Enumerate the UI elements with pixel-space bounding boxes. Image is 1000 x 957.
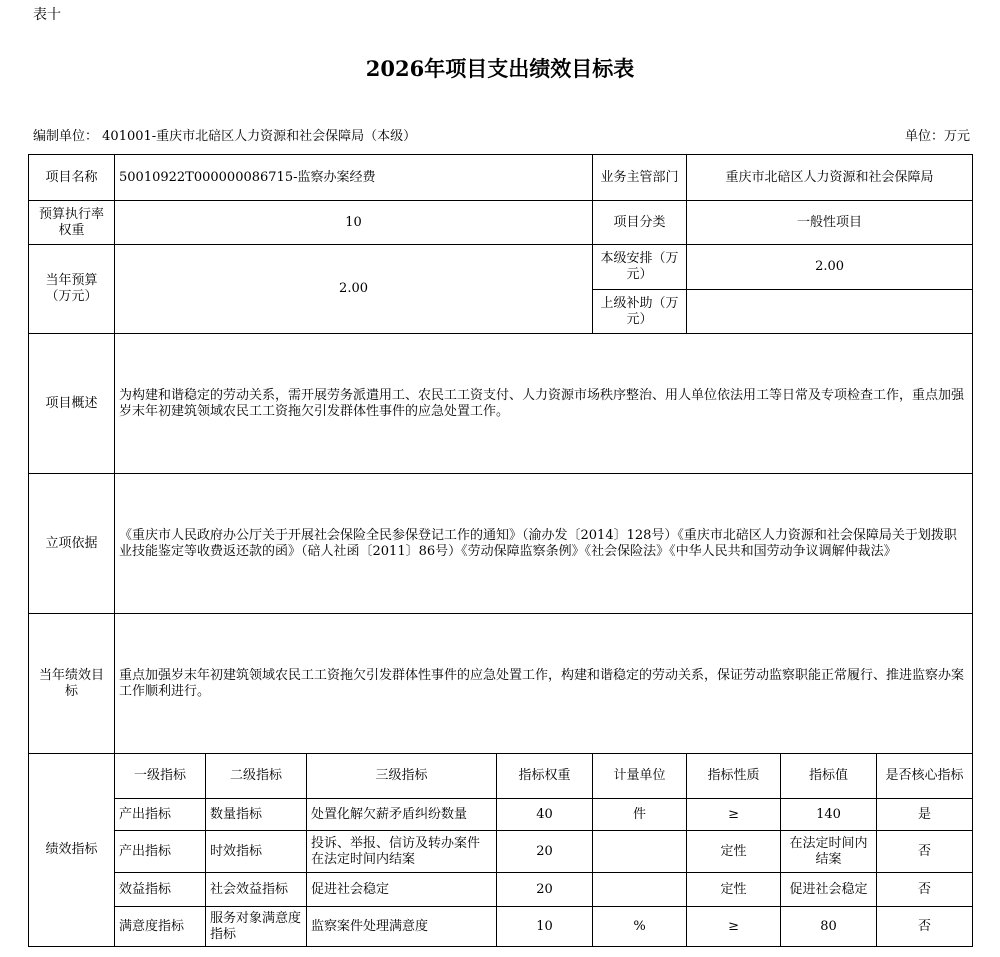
table-row: [29, 831, 973, 873]
project-name-row: [29, 155, 973, 201]
unit-line: [905, 125, 970, 144]
project-name-value: 50010922T000000086715-监察办案经费: [115, 155, 593, 201]
indicator-header-row: [29, 754, 973, 799]
row2-nature: 定性: [687, 831, 781, 873]
header-core: 是否核心指标: [877, 754, 973, 799]
row1-weight: 40: [497, 799, 593, 831]
row3-weight: 20: [497, 873, 593, 907]
basis-value: 《重庆市人民政府办公厅关于开展社会保险全民参保登记工作的通知》（渝办发〔2014〕128号）《重庆市北碚区人力资源和社会保障局关于划拨职业技能鉴定等收费返还款的函》（碚人社函〔2011〕86号）《劳动保障监察条例》《社会保险法》《中华人民共和国劳动争议调解仲裁法》: [115, 474, 973, 614]
row2-level2: 时效指标: [206, 831, 307, 873]
header-level1: 一级指标: [115, 754, 206, 799]
overview-row: [29, 334, 973, 474]
row1-core: 是: [877, 799, 973, 831]
row1-level2: 数量指标: [206, 799, 307, 831]
org-line: [33, 125, 416, 144]
basis-row: [29, 474, 973, 614]
upper-label: 上级补助（万元）: [593, 290, 687, 334]
performance-table: [28, 154, 973, 947]
row1-nature: ≥: [687, 799, 781, 831]
goal-row: [29, 614, 973, 754]
header-level2: 二级指标: [206, 754, 307, 799]
category-value: 一般性项目: [687, 201, 973, 245]
row2-value: 在法定时间内结案: [781, 831, 877, 873]
local-value: 2.00: [687, 245, 973, 290]
row4-nature: ≥: [687, 907, 781, 947]
category-label: 项目分类: [593, 201, 687, 245]
row4-unit: %: [593, 907, 687, 947]
row4-level1: 满意度指标: [115, 907, 206, 947]
indicator-section-label: 绩效指标: [29, 754, 115, 947]
row4-weight: 10: [497, 907, 593, 947]
goal-label: 当年绩效目标: [29, 614, 115, 754]
table-row: [29, 799, 973, 831]
overview-value: 为构建和谐稳定的劳动关系，需开展劳务派遣用工、农民工工资支付、人力资源市场秩序整治、用人单位依法用工等日常及专项检查工作，重点加强岁末年初建筑领域农民工工资拖欠引发群体性事件的应急处置工作。: [115, 334, 973, 474]
org-label: 编制单位：: [33, 129, 99, 144]
table-row: [29, 873, 973, 907]
row3-value: 促进社会稳定: [781, 873, 877, 907]
row3-level3: 促进社会稳定: [307, 873, 497, 907]
dept-label: 业务主管部门: [593, 155, 687, 201]
unit-value: 万元: [943, 129, 970, 144]
goal-value: 重点加强岁末年初建筑领域农民工工资拖欠引发群体性事件的应急处置工作，构建和谐稳定的劳动关系，保证劳动监察职能正常履行、推进监察办案工作顺利进行。: [115, 614, 973, 754]
header-unit: 计量单位: [593, 754, 687, 799]
row1-level1: 产出指标: [115, 799, 206, 831]
project-name-label: 项目名称: [29, 155, 115, 201]
budget-value: 2.00: [115, 245, 593, 334]
row4-level3: 监察案件处理满意度: [307, 907, 497, 947]
row3-unit: [593, 873, 687, 907]
row4-level2: 服务对象满意度指标: [206, 907, 307, 947]
row2-weight: 20: [497, 831, 593, 873]
row1-value: 140: [781, 799, 877, 831]
header-value: 指标值: [781, 754, 877, 799]
row1-level3: 处置化解欠薪矛盾纠纷数量: [307, 799, 497, 831]
local-label: 本级安排（万元）: [593, 245, 687, 290]
header-weight: 指标权重: [497, 754, 593, 799]
row2-level1: 产出指标: [115, 831, 206, 873]
budget-label: 当年预算（万元）: [29, 245, 115, 334]
budget-row: [29, 245, 973, 290]
row3-level2: 社会效益指标: [206, 873, 307, 907]
weight-value: 10: [115, 201, 593, 245]
header-level3: 三级指标: [307, 754, 497, 799]
page-title: 2026年项目支出绩效目标表: [365, 56, 635, 81]
row2-level3: 投诉、举报、信访及转办案件在法定时间内结案: [307, 831, 497, 873]
upper-value: [687, 290, 973, 334]
row3-level1: 效益指标: [115, 873, 206, 907]
table-row: [29, 907, 973, 947]
header-nature: 指标性质: [687, 754, 781, 799]
row2-unit: [593, 831, 687, 873]
row4-value: 80: [781, 907, 877, 947]
row3-core: 否: [877, 873, 973, 907]
weight-row: [29, 201, 973, 245]
row3-nature: 定性: [687, 873, 781, 907]
row1-unit: 件: [593, 799, 687, 831]
overview-label: 项目概述: [29, 334, 115, 474]
org-value: 401001-重庆市北碚区人力资源和社会保障局（本级）: [102, 129, 417, 144]
unit-label: 单位：: [904, 129, 944, 144]
table-number-label: 表十: [33, 7, 61, 23]
basis-label: 立项依据: [29, 474, 115, 614]
row2-core: 否: [877, 831, 973, 873]
dept-value: 重庆市北碚区人力资源和社会保障局: [687, 155, 973, 201]
weight-label: 预算执行率权重: [29, 201, 115, 245]
row4-core: 否: [877, 907, 973, 947]
